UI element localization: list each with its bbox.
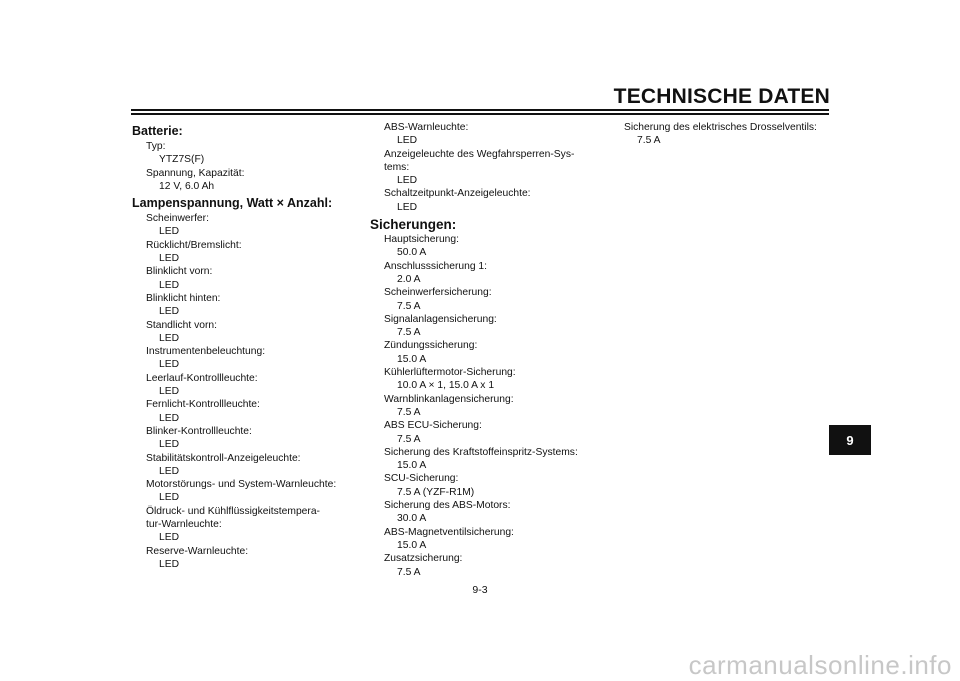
spec-value: LED [159,226,180,238]
spec-label: Reserve-Warnleuchte: [146,545,249,557]
spec-value: 7.5 A [397,566,421,578]
spec-label: Anschlusssicherung 1: [384,260,488,272]
spec-label: Blinklicht vorn: [146,266,213,278]
spec-value: 7.5 A [637,135,661,147]
spec-label: Instrumentenbeleuchtung: [146,346,266,358]
chapter-tab: 9 [829,425,871,455]
spec-label: ABS-Magnetventilsicherung: [384,526,514,538]
spec-label: Standlicht vorn: [146,319,217,331]
spec-value: 15.0 A [397,539,427,551]
spec-label: Anzeigeleuchte des Wegfahrsperren-Sys- [384,148,575,160]
spec-value: 7.5 A (YZF-R1M) [397,486,475,498]
spec-label: Signalanlagensicherung: [384,313,497,325]
spec-value: 7.5 A [397,327,421,339]
spec-value: LED [159,386,180,398]
spec-value: 7.5 A [397,406,421,418]
spec-label: Zündungssicherung: [384,340,478,352]
spec-label: Hauptsicherung: [384,234,459,246]
spec-label: Schaltzeitpunkt-Anzeigeleuchte: [384,188,531,200]
spec-value: 30.0 A [397,513,427,525]
spec-label: Spannung, Kapazität: [146,167,245,179]
spec-value: 7.5 A [397,300,421,312]
spec-label: ABS ECU-Sicherung: [384,420,482,432]
page-number: 9-3 [472,584,488,596]
spec-value: 50.0 A [397,247,427,259]
spec-value: LED [159,359,180,371]
spec-value: LED [397,135,418,147]
header-rule-bottom [131,113,829,115]
spec-value: LED [397,201,418,213]
spec-label: Kühlerlüftermotor-Sicherung: [384,367,516,379]
spec-value: LED [159,279,180,291]
spec-label: Scheinwerfersicherung: [384,287,492,299]
spec-label: Stabilitätskontroll-Anzeigeleuchte: [146,452,301,464]
spec-label: Sicherung des elektrisches Drosselventils: [624,122,817,133]
spec-column-1 [132,121,362,571]
spec-label: Sicherung des Kraftstoffeinspritz-Systems: [384,446,578,458]
spec-value: LED [159,412,180,424]
spec-label: Blinker-Kontrollleuchte: [146,425,252,437]
spec-value: LED [159,439,180,451]
spec-value: LED [159,465,180,477]
spec-value: 10.0 A × 1, 15.0 A x 1 [397,380,495,392]
spec-label: Typ: [146,141,166,152]
spec-label: Blinklicht hinten: [146,292,221,304]
spec-value: 2.0 A [397,273,421,285]
spec-value: LED [159,532,180,544]
spec-label: Leerlauf-Kontrollleuchte: [146,372,258,384]
spec-label: ABS-Warnleuchte: [384,122,469,133]
spec-value: 15.0 A [397,460,427,472]
section-heading: Lampenspannung, Watt × Anzahl: [132,196,333,211]
spec-value: 15.0 A [397,353,427,365]
spec-label: Motorstörungs- und System-Warnleuchte: [146,479,337,491]
header-rule-top [131,109,829,111]
spec-label: Öldruck- und Kühlflüssigkeitstempera- [146,505,320,517]
spec-label: Scheinwerfer: [146,213,209,225]
spec-value: YTZ7S(F) [159,154,205,166]
spec-value: LED [159,306,180,318]
spec-value: 7.5 A [397,433,421,445]
spec-value: LED [159,332,180,344]
spec-label: Zusatzsicherung: [384,553,463,565]
spec-value: LED [397,175,418,187]
page-title: TECHNISCHE DATEN [613,85,830,108]
spec-value: LED [159,253,180,265]
spec-label: Fernlicht-Kontrollleuchte: [146,399,260,411]
watermark: carmanualsonline.info [688,650,952,680]
section-heading: Sicherungen: [370,217,457,233]
spec-column-2 [370,121,600,579]
spec-column-3 [610,121,825,148]
spec-label: tur-Warnleuchte: [146,519,222,531]
spec-value: 12 V, 6.0 Ah [159,180,215,192]
spec-label: Sicherung des ABS-Motors: [384,500,511,512]
section-heading: Batterie: [132,124,183,138]
spec-label: SCU-Sicherung: [384,473,459,485]
spec-label: Warnblinkanlagensicherung: [384,393,514,405]
spec-label: Rücklicht/Bremslicht: [146,239,242,251]
spec-value: LED [159,558,180,570]
spec-value: LED [159,492,180,504]
spec-label: tems: [384,161,410,173]
